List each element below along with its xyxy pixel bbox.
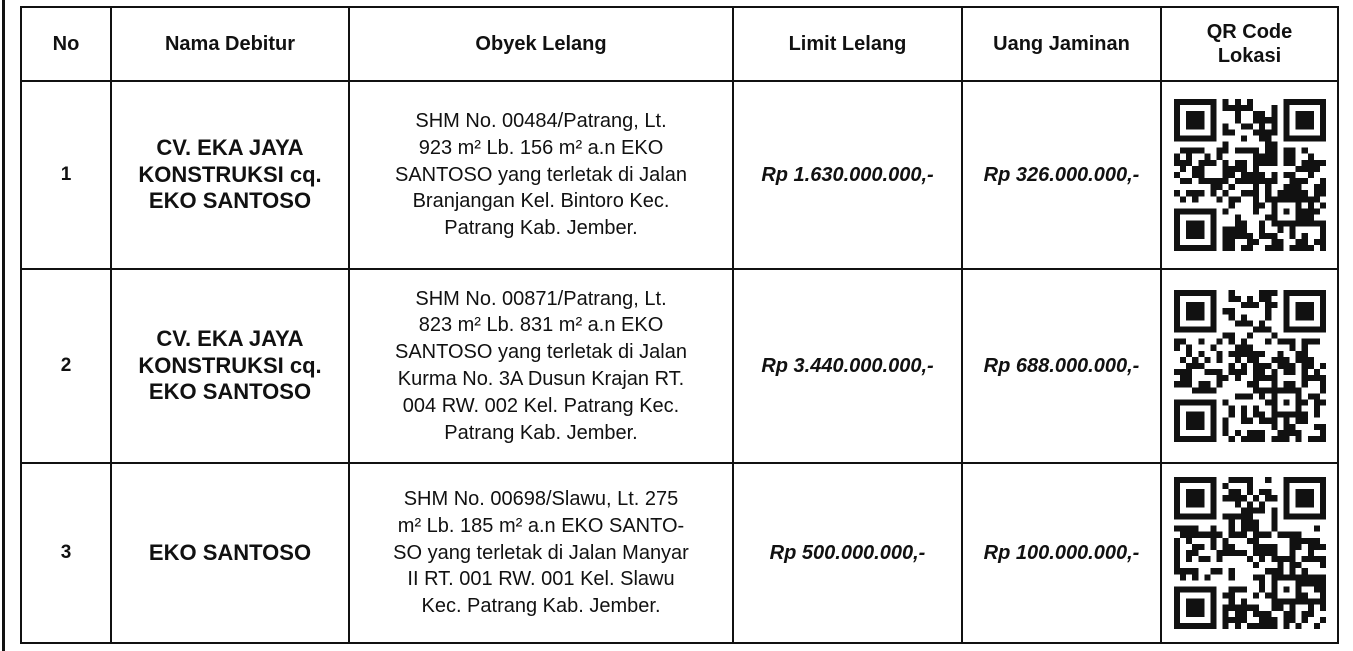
row-number: 1 <box>21 81 111 269</box>
deposit-amount: Rp 688.000.000,- <box>962 269 1161 463</box>
table-row <box>21 81 1338 269</box>
deposit-amount: Rp 326.000.000,- <box>962 81 1161 269</box>
header-no: No <box>21 7 111 81</box>
debtor-line: CV. EKA JAYA <box>156 326 304 352</box>
debtor-name <box>111 81 349 269</box>
header-qr-line1: QR Code <box>1206 20 1293 43</box>
qr-code-icon[interactable] <box>1174 477 1326 629</box>
object-line: 823 m² Lb. 831 m² a.n EKO <box>418 314 664 337</box>
table-row <box>21 269 1338 463</box>
auction-object <box>349 463 733 643</box>
debtor-line: EKO SANTOSO <box>148 379 312 405</box>
object-line: Kec. Patrang Kab. Jember. <box>421 595 661 618</box>
debtor-line: EKO SANTOSO <box>148 188 312 214</box>
qr-code-graphic <box>1174 477 1326 629</box>
object-line: m² Lb. 185 m² a.n EKO SANTO- <box>397 514 685 537</box>
auction-limit: Rp 1.630.000.000,- <box>733 81 962 269</box>
debtor-line: CV. EKA JAYA <box>156 135 304 161</box>
table-row <box>21 463 1338 643</box>
object-line: SO yang terletak di Jalan Manyar <box>393 541 689 564</box>
header-auction-object: Obyek Lelang <box>349 7 733 81</box>
qr-code-graphic <box>1174 99 1326 251</box>
debtor-line: KONSTRUKSI cq. <box>138 161 322 187</box>
auction-limit: Rp 3.440.000.000,- <box>733 269 962 463</box>
qr-code-icon[interactable] <box>1174 99 1326 251</box>
auction-table <box>20 6 1339 644</box>
qr-code-graphic <box>1174 290 1326 442</box>
object-line: SANTOSO yang terletak di Jalan <box>395 341 687 364</box>
auction-object <box>349 81 733 269</box>
object-line: 004 RW. 002 Kel. Patrang Kec. <box>402 394 680 417</box>
object-line: Patrang Kab. Jember. <box>444 421 638 444</box>
object-line: Patrang Kab. Jember. <box>444 217 638 240</box>
header-auction-limit: Limit Lelang <box>733 7 962 81</box>
debtor-name <box>111 269 349 463</box>
header-qr-location <box>1161 7 1338 81</box>
header-deposit: Uang Jaminan <box>962 7 1161 81</box>
row-number: 2 <box>21 269 111 463</box>
qr-location-cell <box>1161 463 1338 643</box>
auction-limit: Rp 500.000.000,- <box>733 463 962 643</box>
object-line: II RT. 001 RW. 001 Kel. Slawu <box>407 568 675 591</box>
object-line: Kurma No. 3A Dusun Krajan RT. <box>397 368 685 390</box>
qr-code-icon[interactable] <box>1174 290 1326 442</box>
auction-object <box>349 269 733 463</box>
object-line: SANTOSO yang terletak di Jalan <box>395 163 687 186</box>
deposit-amount: Rp 100.000.000,- <box>962 463 1161 643</box>
qr-location-cell <box>1161 81 1338 269</box>
debtor-name <box>111 463 349 643</box>
left-border-line <box>2 0 5 651</box>
object-line: SHM No. 00871/Patrang, Lt. <box>415 287 667 310</box>
object-line: SHM No. 00698/Slawu, Lt. 275 <box>403 488 679 510</box>
qr-location-cell <box>1161 269 1338 463</box>
object-line: Branjangan Kel. Bintoro Kec. <box>412 190 670 213</box>
object-line: SHM No. 00484/Patrang, Lt. <box>415 110 667 132</box>
debtor-line: EKO SANTOSO <box>148 539 312 565</box>
header-qr-line2: Lokasi <box>1217 45 1282 67</box>
debtor-line: KONSTRUKSI cq. <box>138 352 322 378</box>
header-debtor-name: Nama Debitur <box>111 7 349 81</box>
object-line: 923 m² Lb. 156 m² a.n EKO <box>418 136 664 159</box>
table-header-row <box>21 7 1338 81</box>
row-number: 3 <box>21 463 111 643</box>
